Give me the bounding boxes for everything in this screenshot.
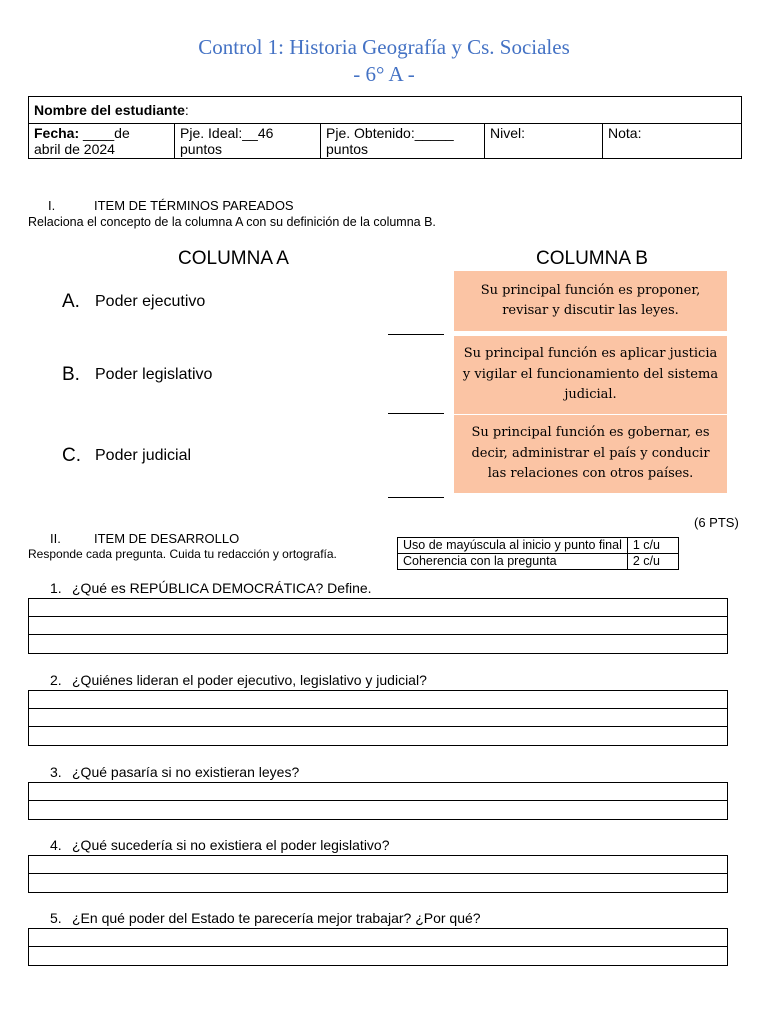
answer-row[interactable] <box>29 709 727 727</box>
rubric-table <box>397 537 679 570</box>
question-3-text: ¿Qué pasaría si no existieran leyes? <box>72 764 300 780</box>
question-3-number: 3. <box>50 764 62 780</box>
item-b-letter: B. <box>62 364 80 385</box>
grade-cell[interactable] <box>603 124 742 159</box>
answer-row[interactable] <box>29 783 727 801</box>
student-info-table <box>28 96 742 159</box>
answer-box-4[interactable] <box>28 855 728 893</box>
answer-box-5[interactable] <box>28 928 728 966</box>
item-c-text: Poder judicial <box>95 447 192 464</box>
rubric-criterion: Coherencia con la pregunta <box>398 554 628 570</box>
question-4-number: 4. <box>50 837 62 853</box>
ideal-score-label: Pje. Ideal:__46 <box>180 125 274 141</box>
student-name-label: Nombre del estudiante <box>34 102 185 118</box>
answer-box-1[interactable] <box>28 598 728 654</box>
section1-instruction: Relaciona el concepto de la columna A con su definición de la columna B. <box>28 215 436 229</box>
date-month-year: abril de 2024 <box>34 141 115 157</box>
item-a-letter: A. <box>62 291 80 312</box>
definition-box-2 <box>454 336 727 414</box>
answer-row[interactable] <box>29 599 727 617</box>
course-subtitle: - 6° A - <box>353 62 415 86</box>
answer-row[interactable] <box>29 929 727 947</box>
column-b-heading: COLUMNA B <box>536 248 648 269</box>
item-a-text: Poder ejecutivo <box>95 293 206 310</box>
answer-box-2[interactable] <box>28 690 728 746</box>
grade-label: Nota: <box>608 125 642 141</box>
definition-box-1 <box>454 271 727 331</box>
definition-box-3 <box>454 415 727 493</box>
ideal-score-cell <box>175 124 321 159</box>
date-cell[interactable] <box>29 124 175 159</box>
answer-row[interactable] <box>29 617 727 635</box>
question-1-number: 1. <box>50 580 62 596</box>
definition-text-3: Su principal función es gobernar, es decir, administrar el país y conducir las relaciones con otros países. <box>471 425 710 482</box>
answer-row[interactable] <box>29 947 727 965</box>
item-b-text: Poder legislativo <box>95 366 213 383</box>
question-1-text: ¿Qué es REPÚBLICA DEMOCRÁTICA? Define. <box>72 580 372 596</box>
answer-row[interactable] <box>29 856 727 874</box>
section1-title: ITEM DE TÉRMINOS PAREADOS <box>94 198 294 213</box>
answer-line-1[interactable] <box>388 334 444 335</box>
document-title: Control 1: Historia Geografía y Cs. Sociales <box>198 35 570 59</box>
question-5-text: ¿En qué poder del Estado te parecería mejor trabajar? ¿Por qué? <box>72 910 481 926</box>
section2-title: ITEM DE DESARROLLO <box>94 531 240 546</box>
obtained-score-label: Pje. Obtenido:_____ <box>326 125 454 141</box>
level-cell[interactable] <box>485 124 603 159</box>
question-2-number: 2. <box>50 672 62 688</box>
column-a-heading: COLUMNA A <box>178 248 289 269</box>
date-day-blank: ____de <box>79 125 130 141</box>
section2-number: II. <box>50 531 61 546</box>
date-label: Fecha: <box>34 125 80 141</box>
answer-line-2[interactable] <box>388 413 444 414</box>
section2-points: (6 PTS) <box>694 515 739 530</box>
question-2-text: ¿Quiénes lideran el poder ejecutivo, legislativo y judicial? <box>72 672 427 688</box>
definition-text-2: Su principal función es aplicar justicia y vigilar el funcionamiento del sistema judicial. <box>462 346 719 403</box>
obtained-score-cell[interactable] <box>321 124 485 159</box>
student-name-cell[interactable] <box>29 97 742 124</box>
question-5-number: 5. <box>50 910 62 926</box>
answer-line-3[interactable] <box>388 497 444 498</box>
level-label: Nivel: <box>490 125 526 141</box>
obtained-score-unit: puntos <box>326 141 369 157</box>
definition-text-1: Su principal función es proponer, revisar y discutir las leyes. <box>480 282 701 318</box>
answer-row[interactable] <box>29 727 727 745</box>
student-name-colon: : <box>184 102 189 118</box>
rubric-score: 2 c/u <box>627 554 678 570</box>
section2-instruction: Responde cada pregunta. Cuida tu redacción y ortografía. <box>28 547 337 561</box>
answer-row[interactable] <box>29 801 727 819</box>
section1-number: I. <box>48 198 56 213</box>
answer-row[interactable] <box>29 874 727 892</box>
answer-row[interactable] <box>29 635 727 653</box>
answer-box-3[interactable] <box>28 782 728 820</box>
ideal-score-unit: puntos <box>180 141 223 157</box>
rubric-criterion: Uso de mayúscula al inicio y punto final <box>398 538 628 554</box>
question-4-text: ¿Qué sucedería si no existiera el poder legislativo? <box>72 837 390 853</box>
answer-row[interactable] <box>29 691 727 709</box>
item-c-letter: C. <box>62 445 81 466</box>
rubric-score: 1 c/u <box>627 538 678 554</box>
